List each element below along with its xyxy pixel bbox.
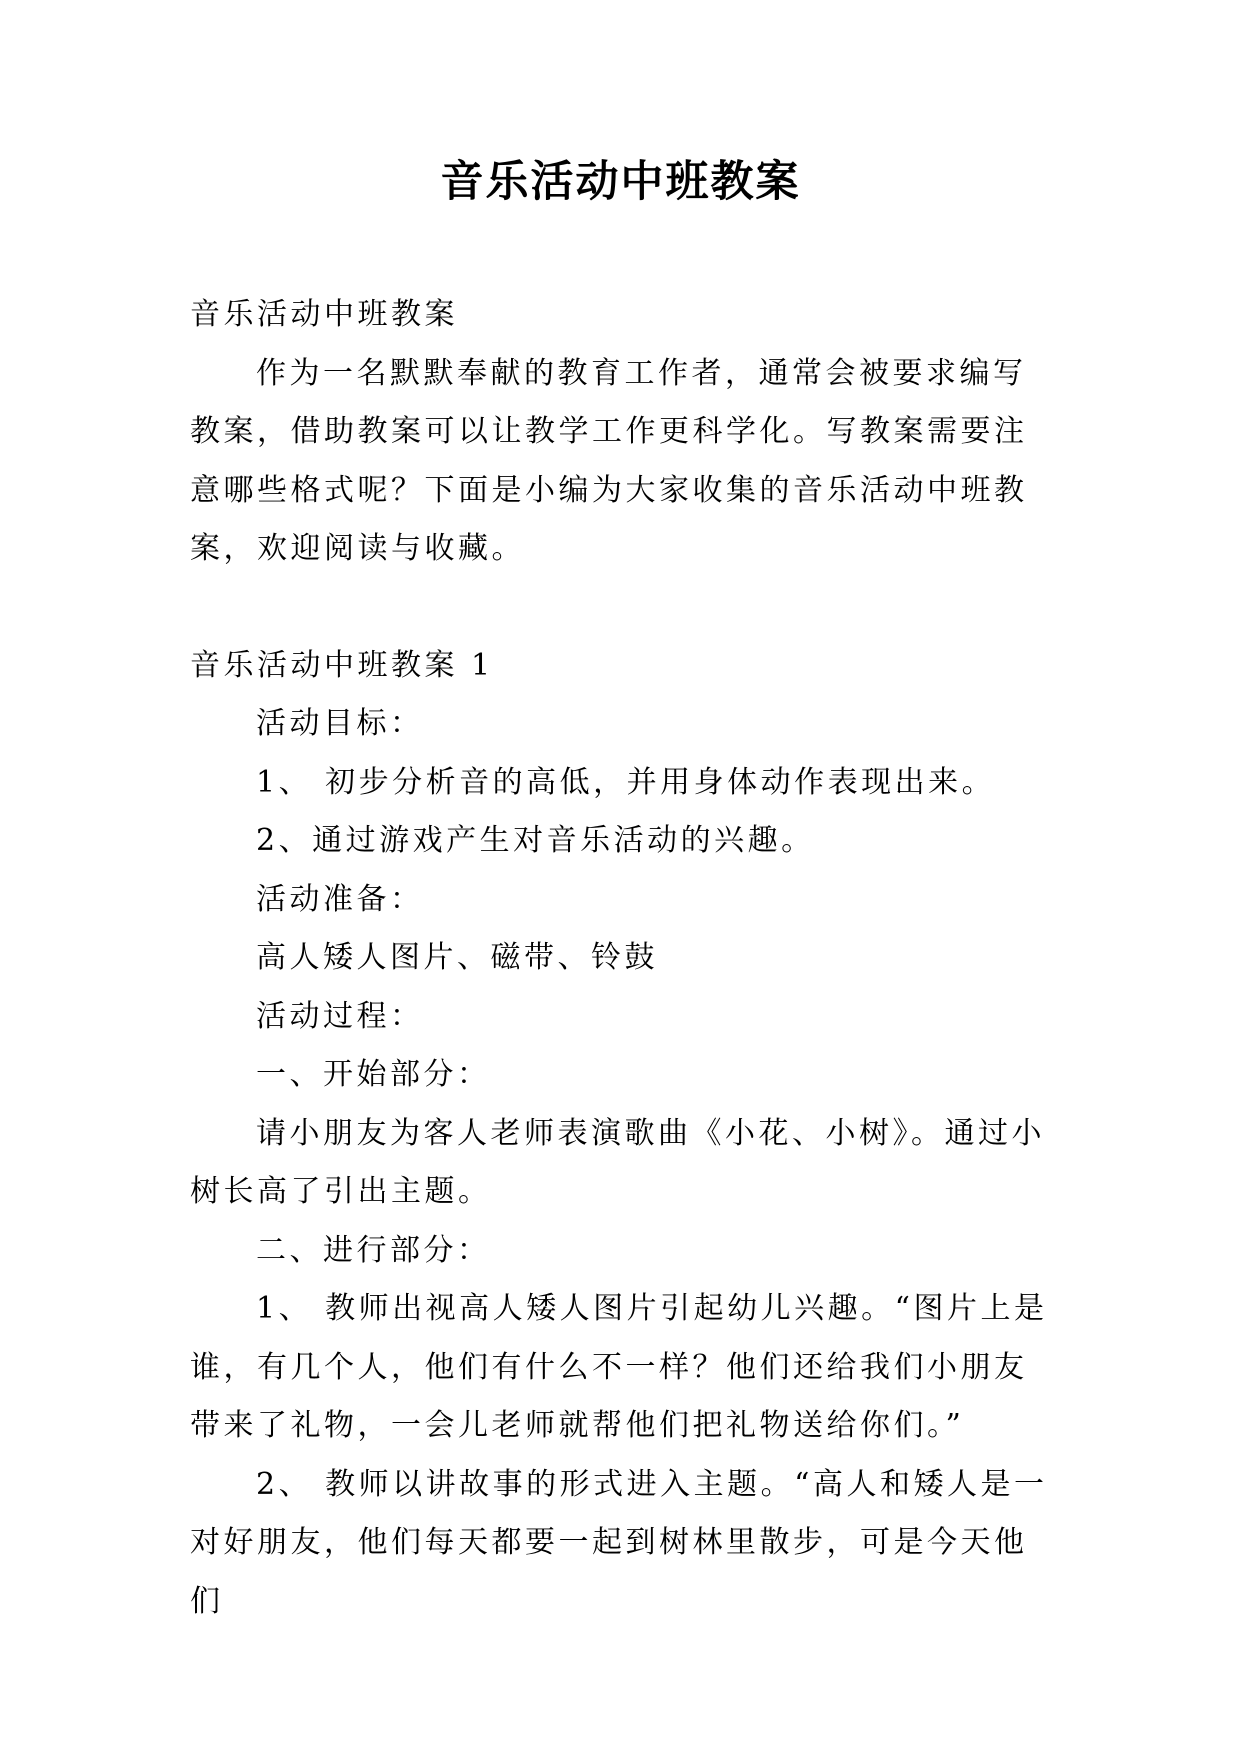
preparation-items: 高人矮人图片、磁带、铃鼓 [256, 940, 658, 975]
step-one-paragraph: 1、 教师出视高人矮人图片引起幼儿兴趣。“图片上是谁，有几个人，他们有什么不一样？他们还给我们小朋友带来了礼物，一会儿老师就帮他们把礼物送给你们。” [190, 1291, 1048, 1443]
goal-item-1: 1、 初步分析音的高低，并用身体动作表现出来。 [256, 764, 996, 800]
section-heading: 音乐活动中班教案 1 [190, 647, 494, 683]
part-two-label: 二、进行部分： [256, 1232, 491, 1268]
section-spacer [190, 579, 1056, 637]
subtitle-line: 音乐活动中班教案 [190, 297, 458, 332]
document-body [190, 286, 1056, 1631]
process-label: 活动过程： [256, 998, 424, 1034]
document-title: 音乐活动中班教案 [440, 157, 801, 207]
step-two-paragraph: 2、 教师以讲故事的形式进入主题。“高人和矮人是一对好朋友，他们每天都要一起到树林里散步，可是今天他们 [190, 1466, 1048, 1619]
goal-item-2: 2、通过游戏产生对音乐活动的兴趣。 [256, 823, 815, 858]
intro-paragraph: 作为一名默默奉献的教育工作者，通常会被要求编写教案，借助教案可以让教学工作更科学化。写教案需要注意哪些格式呢？下面是小编为大家收集的音乐活动中班教案，欢迎阅读与收藏。 [190, 355, 1028, 566]
part-one-label: 一、开始部分： [256, 1057, 491, 1092]
goals-label: 活动目标： [256, 706, 424, 741]
part-one-paragraph: 请小朋友为客人老师表演歌曲《小花、小树》。通过小树长高了引出主题。 [190, 1115, 1045, 1209]
preparation-label: 活动准备： [256, 881, 424, 917]
